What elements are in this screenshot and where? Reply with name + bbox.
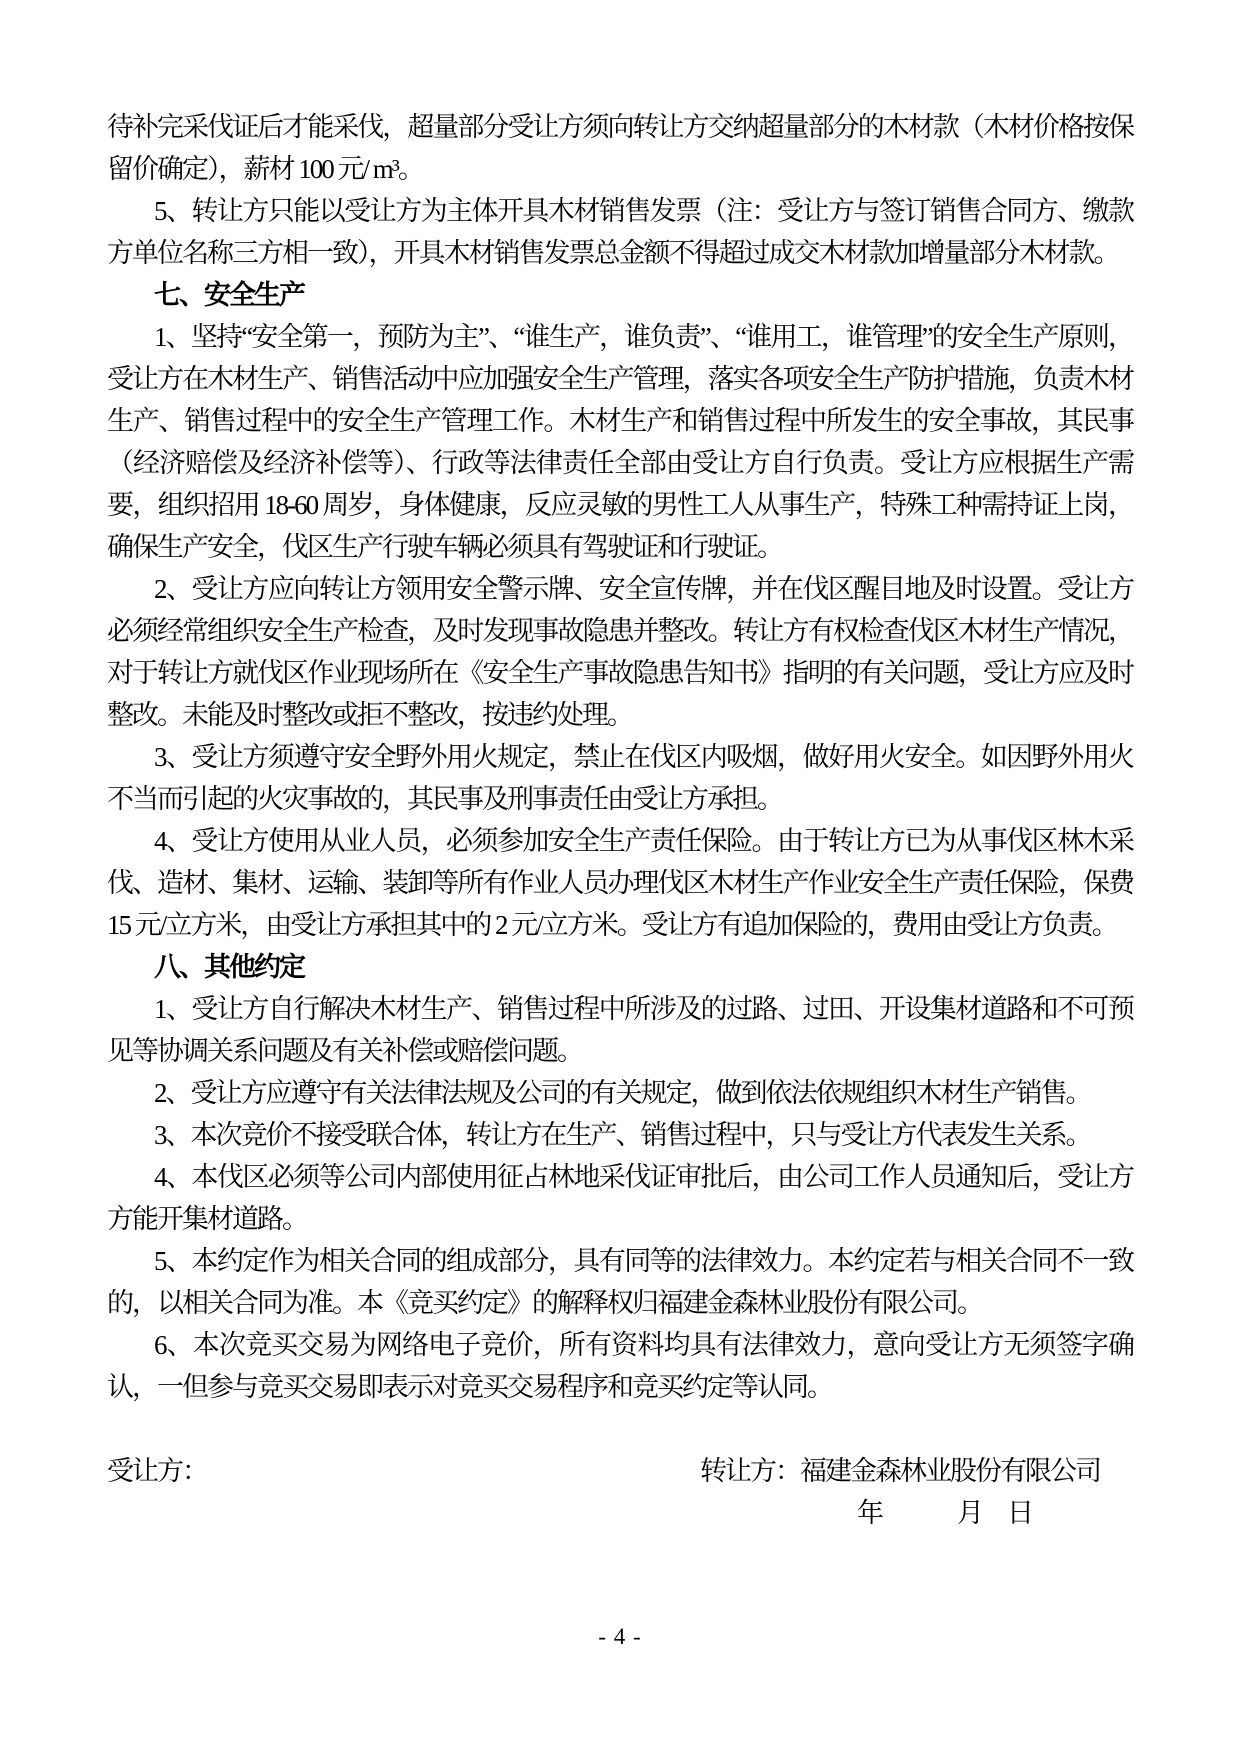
section-heading-other-stipulations: 八、其他约定 (154, 952, 304, 982)
page-number: - 4 - (598, 1624, 642, 1649)
paragraph-other-1: 1、受让方自行解决木材生产、销售过程中所涉及的过路、过田、开设集材道路和不可预见等协调关系问题及有关补偿或赔偿问题。 (107, 994, 1133, 1066)
paragraph-safety-4: 4、受让方使用从业人员，必须参加安全生产责任保险。由于转让方已为从事伐区林木采伐、造材、集材、运输、装卸等所有作业人员办理伐区木材生产作业安全生产责任保险，保费 15 元/立方米，由受让方承担其中的 2 元/立方米。受让方有追加保险的，费用由受让方负责。 (107, 826, 1133, 940)
paragraph-safety-3: 3、受让方须遵守安全野外用火规定，禁止在伐区内吸烟，做好用火安全。如因野外用火不当而引起的火灾事故的，其民事及刑事责任由受让方承担。 (107, 742, 1133, 814)
signature-date-line: 年 月 日 (857, 1498, 1032, 1528)
signature-block (107, 1450, 1133, 1540)
transferor-signature-label: 转让方：福建金森林业股份有限公司 (700, 1456, 1100, 1486)
paragraph-other-4: 4、本伐区必须等公司内部使用征占林地采伐证审批后，由公司工作人员通知后，受让方方能开集材道路。 (107, 1162, 1133, 1234)
document-body (107, 106, 1133, 1540)
paragraph-other-5: 5、本约定作为相关合同的组成部分，具有同等的法律效力。本约定若与相关合同不一致的，以相关合同为准。本《竞买约定》的解释权归福建金森林业股份有限公司。 (107, 1246, 1133, 1318)
transferor-signature-area (700, 1450, 1100, 1534)
transferee-signature-label: 受让方： (107, 1456, 207, 1486)
section-heading-safety-production: 七、安全生产 (154, 280, 304, 310)
paragraph-safety-1: 1、坚持“安全第一，预防为主”、“谁生产，谁负责”、“谁用工，谁管理”的安全生产原则，受让方在木材生产、销售活动中应加强安全生产管理，落实各项安全生产防护措施，负责木材生产、销售过程中的安全生产管理工作。木材生产和销售过程中所发生的安全事故，其民事（经济赔偿及经济补偿等）、行政等法律责任全部由受让方自行负责。受让方应根据生产需要，组织招用 18-60 周岁，身体健康，反应灵敏的男性工人从事生产，特殊工种需持证上岗，确保生产安全，伐区生产行驶车辆必须具有驾驶证和行驶证。 (107, 322, 1133, 562)
paragraph-other-6: 6、本次竞买交易为网络电子竞价，所有资料均具有法律效力，意向受让方无须签字确认，一但参与竞买交易即表示对竞买交易程序和竞买约定等认同。 (107, 1330, 1133, 1402)
paragraph-other-3: 3、本次竞价不接受联合体，转让方在生产、销售过程中，只与受让方代表发生关系。 (154, 1120, 1091, 1150)
paragraph-invoice-rule: 5、转让方只能以受让方为主体开具木材销售发票（注：受让方与签订销售合同方、缴款方单位名称三方相一致），开具木材销售发票总金额不得超过成交木材款加增量部分木材款。 (107, 196, 1133, 268)
paragraph-safety-2: 2、受让方应向转让方领用安全警示牌、安全宣传牌，并在伐区醒目地及时设置。受让方必须经常组织安全生产检查，及时发现事故隐患并整改。转让方有权检查伐区木材生产情况，对于转让方就伐区作业现场所在《安全生产事故隐患告知书》指明的有关问题，受让方应及时整改。未能及时整改或拒不整改，按违约处理。 (107, 574, 1133, 730)
paragraph-other-2: 2、受让方应遵守有关法律法规及公司的有关规定，做到依法依规组织木材生产销售。 (154, 1078, 1091, 1108)
paragraph-harvest-permit: 待补完采伐证后才能采伐，超量部分受让方须向转让方交纳超量部分的木材款（木材价格按保留价确定），薪材 100 元/ m³。 (107, 112, 1133, 184)
